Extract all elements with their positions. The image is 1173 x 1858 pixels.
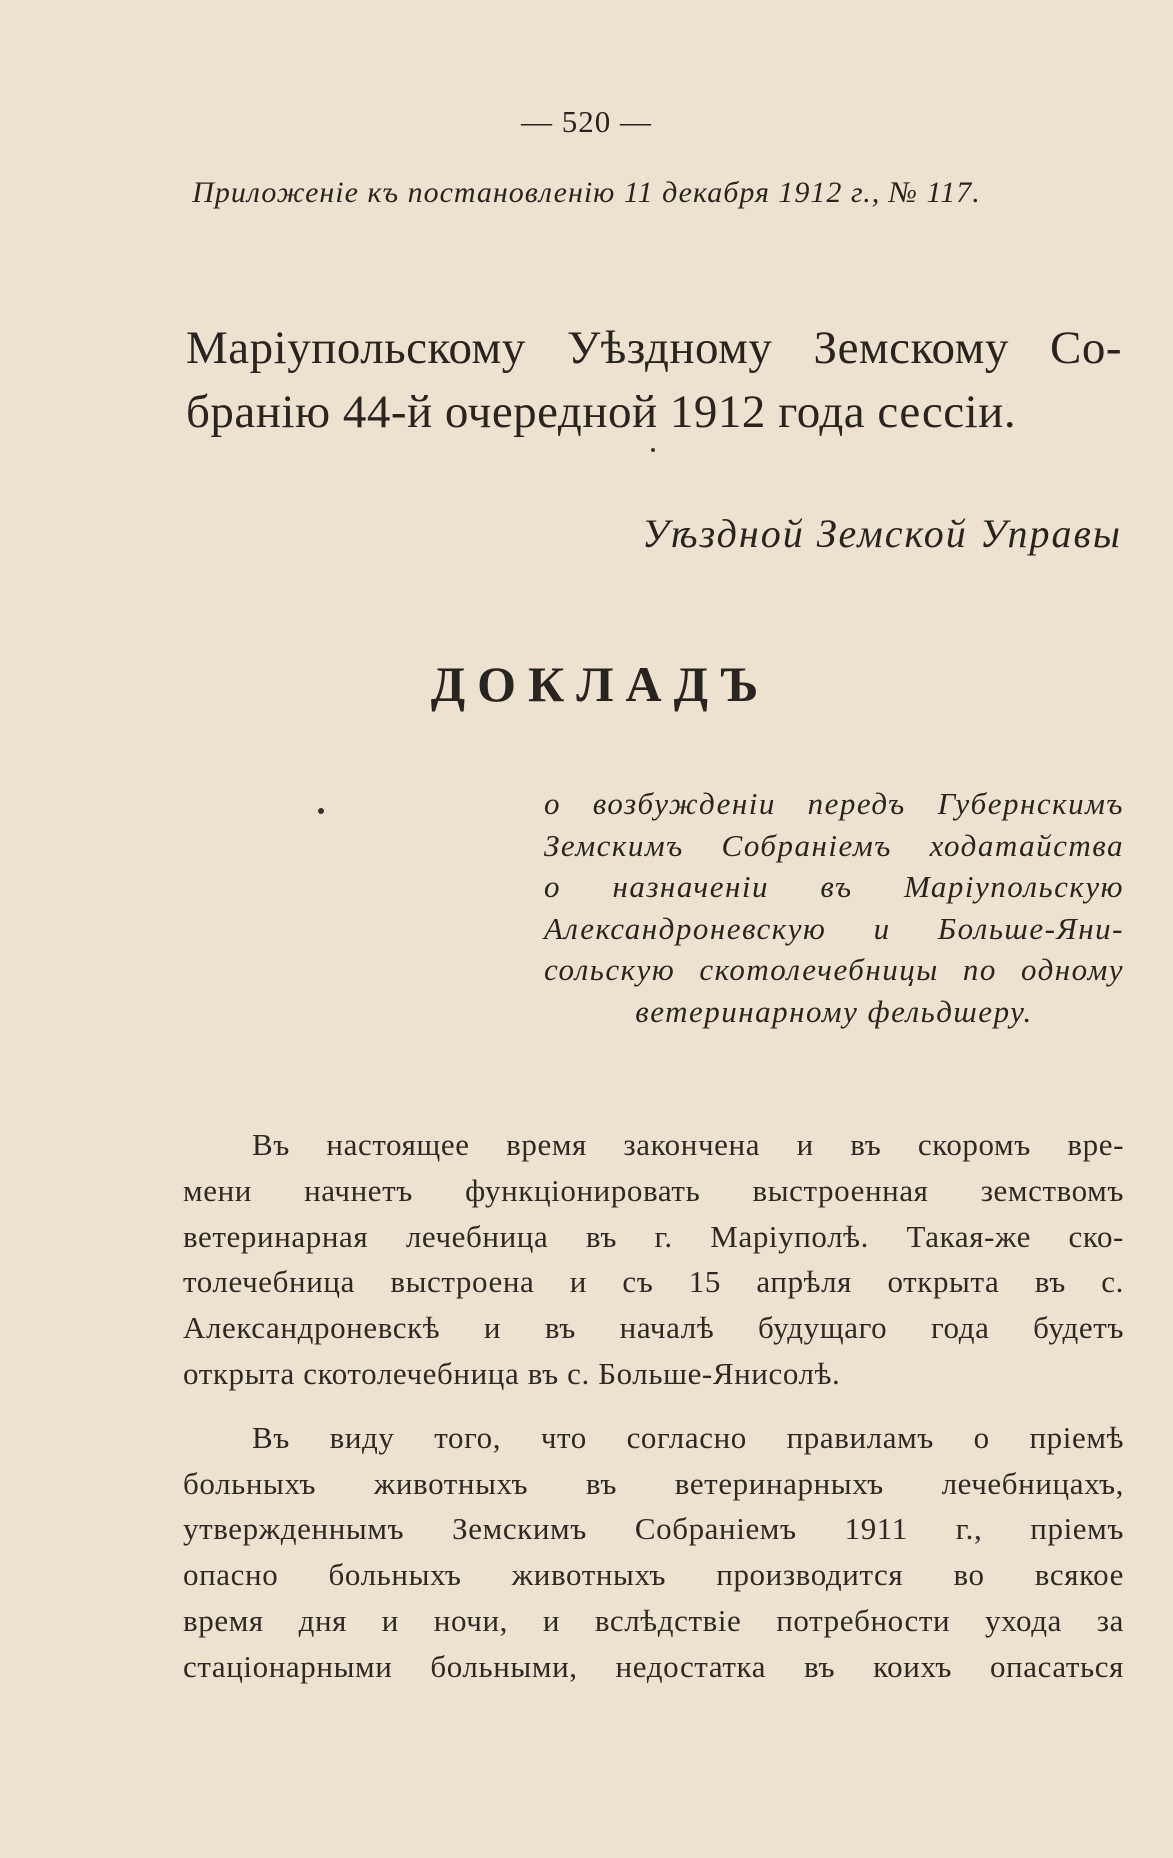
body-line: Въ настоящее время закончена и въ скоромъ вре- (252, 1127, 1124, 1162)
body-text (183, 1122, 1124, 1690)
subject-line: о назначенiи въ Марiупольскую (544, 869, 1124, 904)
body-line: Въ виду того, что согласно правиламъ о прiемѣ (252, 1419, 1124, 1455)
body-line: время дня и ночи, и вслѣдствiе потребности ухода за (183, 1602, 1124, 1638)
body-line: Александроневскѣ и въ началѣ будущаго года будетъ (183, 1310, 1124, 1346)
body-line: толечебница выстроена и съ 15 апрѣля открыта въ с. (183, 1264, 1124, 1300)
body-line: мени начнетъ функцiонировать выстроенная земствомъ (183, 1172, 1124, 1208)
subject-line: Земскимъ Собранiемъ ходатайства (544, 827, 1124, 863)
print-speck (651, 448, 655, 452)
appendix-note: Приложенiе къ постановленiю 11 декабря 1912 г., № 117. (192, 176, 981, 209)
body-line: больныхъ животныхъ въ ветеринарныхъ лечебницахъ, (183, 1465, 1124, 1501)
subject-line: ветеринарному фельдшеру. (635, 993, 1033, 1029)
paragraph (183, 1415, 1124, 1690)
subject-line: сольскую скотолечебницы по одному (544, 952, 1124, 987)
report-subject (544, 783, 1124, 1032)
report-heading: ДОКЛАДЪ (430, 656, 771, 712)
title-line: Марiупольскому Уѣздному Земскому Со- (186, 322, 1122, 374)
board-name: Уѣздной Земской Управы (641, 511, 1122, 556)
body-line: утвержденнымъ Земскимъ Собранiемъ 1911 г., прiемъ (183, 1511, 1124, 1547)
title-line: бранiю 44-й очередной 1912 года сессiи. (186, 386, 1017, 438)
subject-line: о возбужденiи передъ Губернскимъ (544, 786, 1124, 821)
paragraph-gap (183, 1397, 1124, 1415)
body-line: опасно больныхъ животныхъ производится во всякое (183, 1557, 1124, 1593)
subject-line: Александроневскую и Больше-Яни- (544, 910, 1124, 946)
paragraph (183, 1122, 1124, 1397)
print-speck (318, 808, 324, 814)
body-line: открыта скотолечебница въ с. Больше-Янисолѣ. (183, 1355, 841, 1391)
body-line: ветеринарная лечебница въ г. Марiуполѣ. Такая-же ско- (183, 1218, 1124, 1254)
document-title (186, 316, 1122, 444)
page-number: — 520 — (521, 104, 652, 139)
body-line: стацiонарными больными, недостатка въ коихъ опасаться (183, 1648, 1124, 1684)
